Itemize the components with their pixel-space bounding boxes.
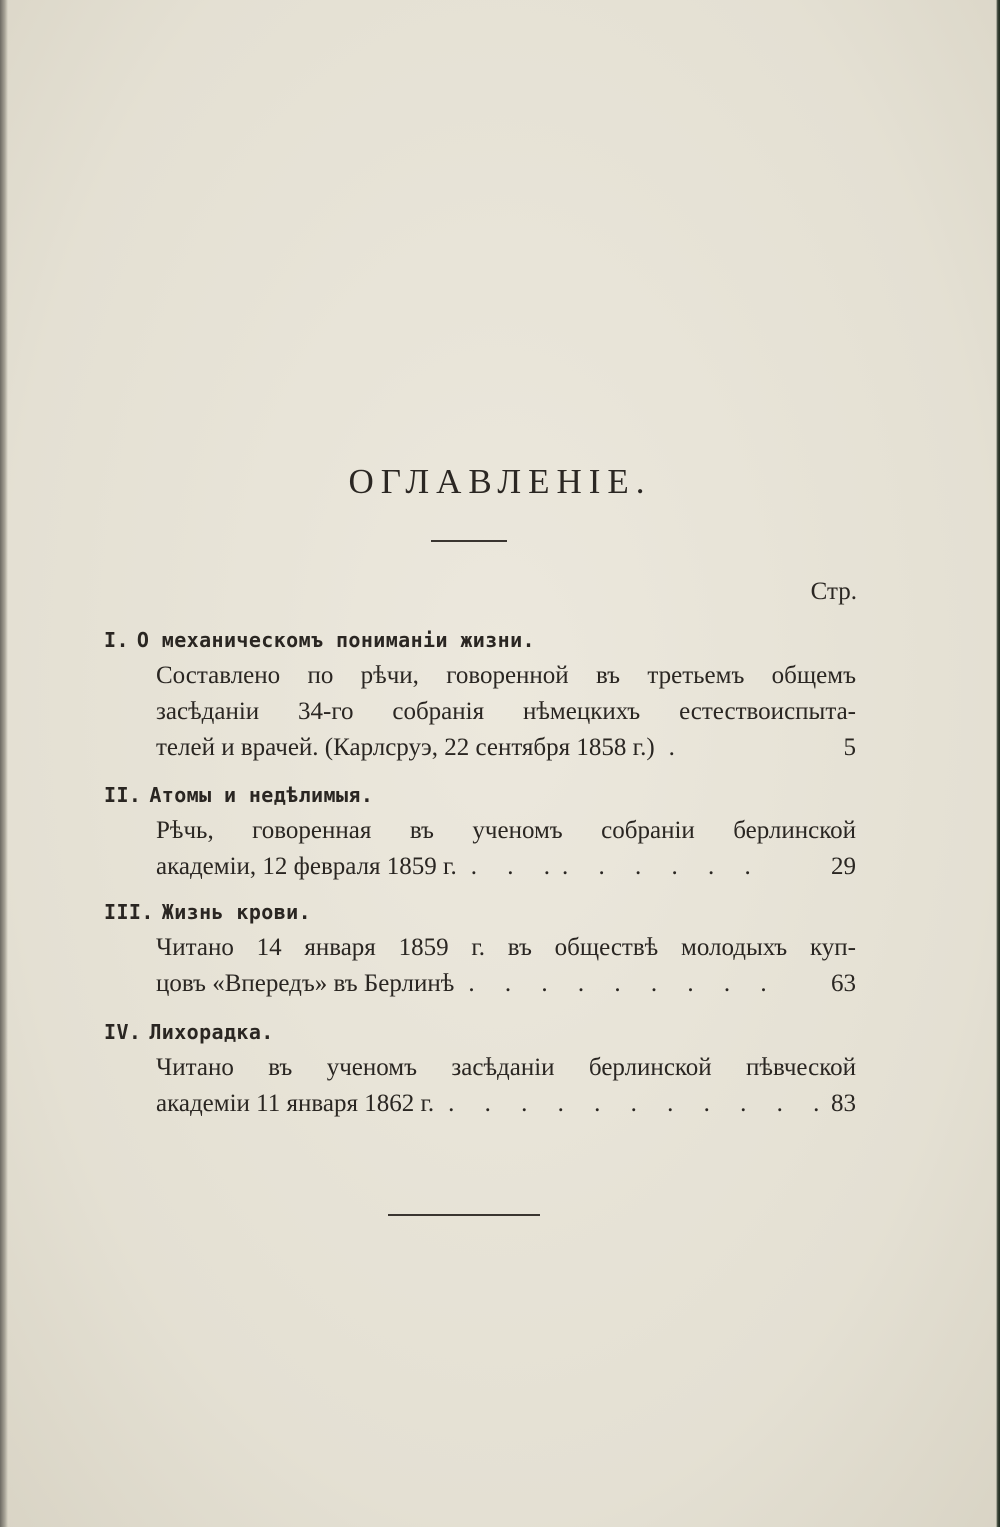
toc-entry-title: О механическомъ пониманіи жизни. xyxy=(136,628,536,652)
toc-entry-description-line: академіи 11 января 1862 г. xyxy=(156,1090,435,1117)
toc-entry-description-line: телей и врачей. (Карлсруэ, 22 сентября 1858 г.) xyxy=(156,734,655,761)
toc-entry-2 xyxy=(104,777,856,885)
page-left-edge xyxy=(0,0,8,1527)
toc-entry-title: Жизнь крови. xyxy=(161,900,312,924)
title-divider xyxy=(431,540,507,542)
toc-entry-description-line: Читано въ ученомъ засѣданіи берлинской пѣвческой xyxy=(156,1054,856,1081)
toc-entry-number: IV. xyxy=(104,1020,142,1044)
toc-entry-3 xyxy=(104,894,856,1002)
toc-entry-description-line: Читано 14 января 1859 г. въ обществѣ молодыхъ куп- xyxy=(156,934,856,961)
toc-entry-number: II. xyxy=(104,783,142,807)
toc-entry-heading xyxy=(104,894,856,930)
toc-entry-page-number: 5 xyxy=(843,734,856,761)
toc-entry-4 xyxy=(104,1014,856,1122)
toc-entry-last-line xyxy=(156,849,856,885)
toc-entry-page-number: 63 xyxy=(831,970,856,997)
closing-divider xyxy=(388,1214,540,1216)
toc-entry-last-line xyxy=(156,1086,856,1122)
toc-entry-description-line: цовъ «Впередъ» въ Берлинѣ xyxy=(156,970,455,997)
toc-entry-1 xyxy=(104,622,856,766)
toc-entry-heading xyxy=(104,1014,856,1050)
toc-entry-description-line: академіи, 12 февраля 1859 г. xyxy=(156,853,457,880)
toc-entry-number: III. xyxy=(104,900,154,924)
toc-entry-leader-dots: . . .. . . . . . xyxy=(470,853,763,880)
toc-entry-page-number: 29 xyxy=(831,853,856,880)
toc-entry-number: I. xyxy=(104,628,129,652)
toc-entry-heading xyxy=(104,777,856,813)
page-right-edge xyxy=(996,0,1000,1527)
toc-entry-leader-dots: . . . . . . . . . . . xyxy=(448,1090,832,1117)
toc-entry-leader-dots: . xyxy=(668,734,687,761)
toc-entry-heading xyxy=(104,622,856,658)
toc-entry-last-line xyxy=(156,966,856,1002)
page-column-label: Стр. xyxy=(810,578,857,605)
toc-entry-last-line xyxy=(156,730,856,766)
toc-entry-description-line: Рѣчь, говоренная въ ученомъ собраніи берлинской xyxy=(156,817,856,844)
toc-entry-leader-dots: . . . . . . . . . xyxy=(468,970,779,997)
toc-entry-description-line: засѣданіи 34-го собранія нѣмецкихъ естествоиспыта- xyxy=(156,698,856,725)
toc-entry-title: Атомы и недѣлимыя. xyxy=(149,783,374,807)
page-title: ОГЛАВЛЕНІЕ. xyxy=(348,462,652,501)
toc-entry-description-line: Составлено по рѣчи, говоренной въ третьемъ общемъ xyxy=(156,662,856,689)
toc-entry-page-number: 83 xyxy=(831,1090,856,1117)
toc-entry-title: Лихорадка. xyxy=(149,1020,274,1044)
